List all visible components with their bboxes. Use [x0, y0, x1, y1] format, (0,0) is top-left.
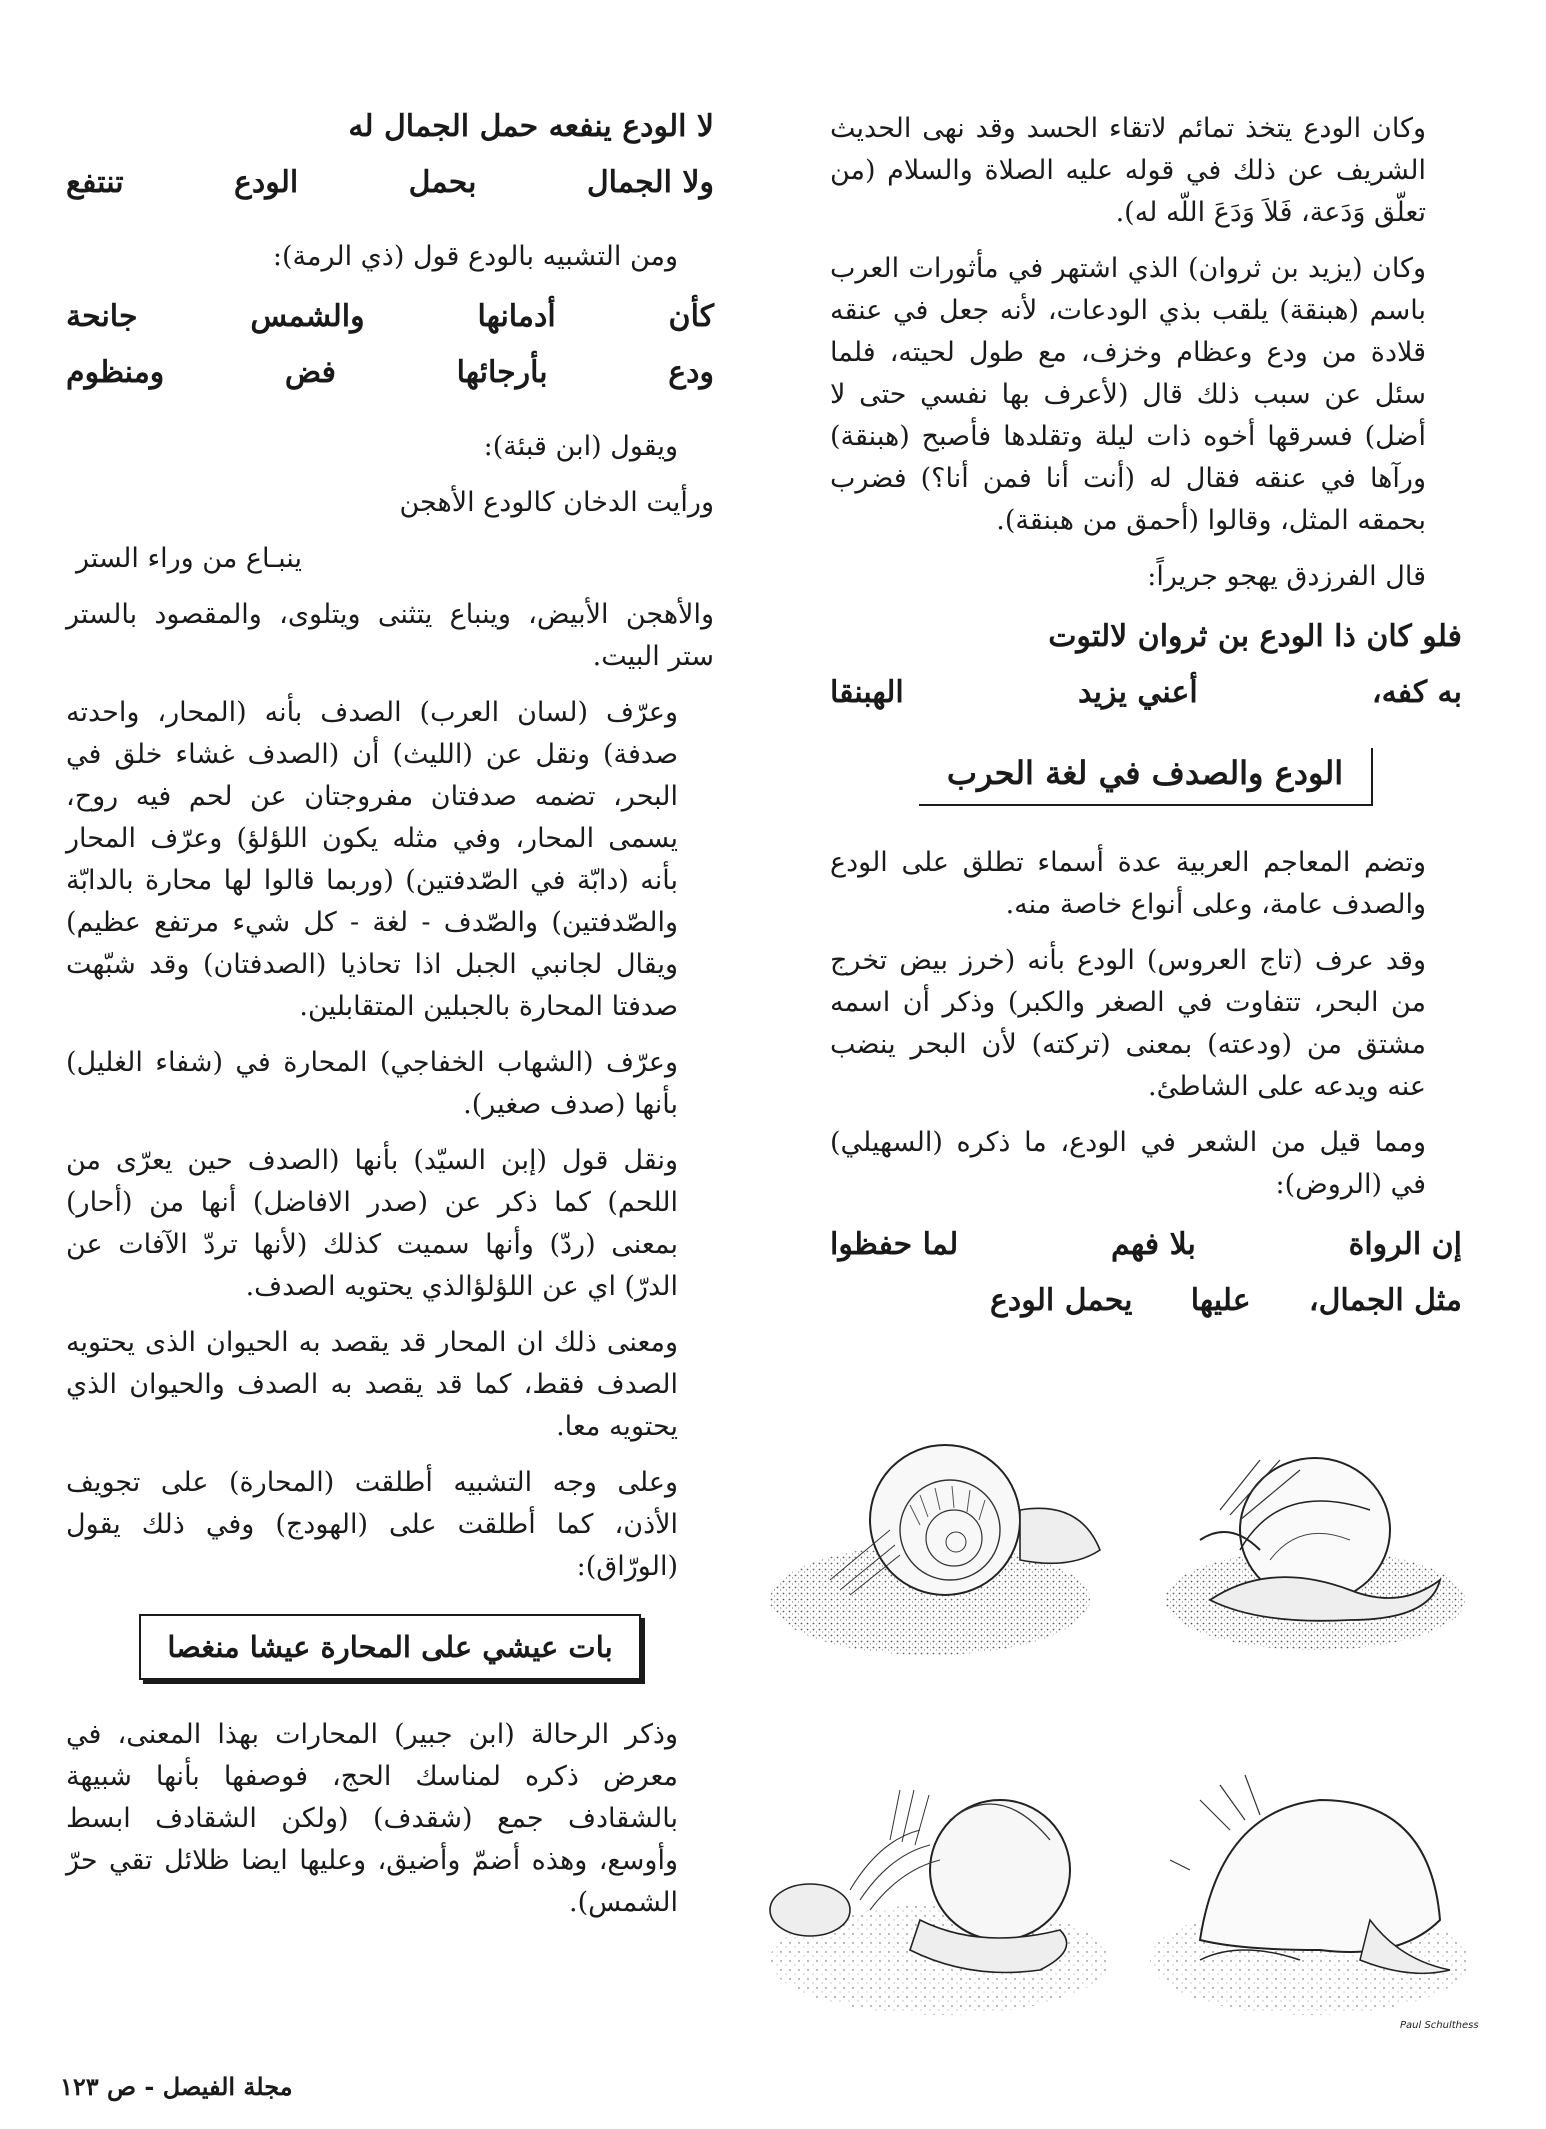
paragraph: ويقول (ابن قبئة): [483, 431, 678, 462]
shell-sketch-3 [1150, 1775, 1470, 2015]
paragraph: ومعنى ذلك ان المحار قد يقصد به الحيوان الذى يحتويه الصدف فقط، كما قد يقصد به الصدف والحيوان الذي يحتويه معا. [66, 1327, 678, 1442]
paragraph: وقد عرف (تاج العروس) الودع بأنه (خرز بيض تخرج من البحر، تتفاوت في الصغر والكبر) وذكر أن اسمه مشتق من (ودعته) بمعنى (تركته) لأن البحر ينضب عنه ويدعه على الشاطئ. [830, 945, 1426, 1102]
paragraph: وعرّف (الشهاب الخفاجي) المحارة في (شفاء الغليل) بأنها (صدف صغير). [66, 1047, 678, 1120]
paragraph: ورأيت الدخان كالودع الأهجن [399, 487, 714, 518]
verse-word: به كفه، [1371, 675, 1462, 710]
paragraph: والأهجن الأبيض، وينباع يتثنى ويتلوى، والمقصود بالستر ستر البيت. [66, 599, 714, 672]
verse-line: لا الودع ينفعه حمل الجمال له [348, 109, 714, 144]
verse-line [66, 158, 714, 208]
right-column [830, 108, 1462, 1332]
shell-sketch-2 [770, 1445, 1100, 1655]
verse-line [830, 1276, 1462, 1326]
verse-word: فض [284, 355, 337, 390]
verse-word: ودع [668, 355, 714, 390]
verse-word: الهبنقا [830, 675, 904, 710]
shell-sketch-1 [1165, 1458, 1465, 1650]
shell-sketch-4 [770, 1790, 1110, 2015]
verse-line [830, 1220, 1462, 1270]
verse-word: ومنظوم [66, 355, 165, 390]
verse-word: ولا الجمال [586, 165, 714, 200]
boxed-verse-wrapper [66, 1614, 714, 1680]
paragraph: ينبـاع من وراء الستر [76, 543, 302, 574]
paragraph: وكان الودع يتخذ تمائم لاتقاء الحسد وقد نهى الحديث الشريف عن ذلك في قوله عليه الصلاة والسلام (من تعلّق وَدَعة، فَلاَ وَدَعَ اللّه له). [830, 113, 1426, 228]
verse-line [830, 668, 1462, 718]
verse-word: عليها [1190, 1283, 1251, 1318]
verse-word: إن الرواة [1348, 1227, 1462, 1262]
verse-line [66, 348, 714, 398]
section-title-text: الودع والصدف في لغة الحرب [919, 748, 1373, 806]
paragraph: ونقل قول (إبن السيّد) بأنها (الصدف حين يعرّى من اللحم) كما ذكر عن (صدر الافاضل) أنها من (أحار) بمعنى (ردّ) وأنها سميت كذلك (لأنها تردّ الآفات عن الدرّ) اي عن اللؤلؤالذي يحتويه الصدف. [66, 1145, 678, 1302]
verse-word: مثل الجمال، [1308, 1283, 1462, 1318]
shell-drawings [770, 1400, 1479, 2040]
paragraph: وكان (يزيد بن ثروان) الذي اشتهر في مأثورات العرب باسم (هبنقة) يلقب بذي الودعات، لأنه جعل في عنقه قلادة من ودع وعظام وخزف، مع طول لحيته، فلما سئل عن سبب ذلك قال (لأعرف بها نفسي حتى لا أضل) فسرقها أخوه ذات ليلة وتقلدها فأصبح (هبنقة) ورآها في عنقه فقال له (أنت أنا فمن أنا؟) فضرب بحمقه المثل، وقالوا (أحمق من هبنقة). [830, 253, 1426, 536]
paragraph: قال الفرزدق يهجو جريراً: [1147, 561, 1426, 592]
paragraph: وعلى وجه التشبيه أطلقت (المحارة) على تجويف الأذن، كما أطلقت على (الهودج) وفي ذلك يقول (الورّاق): [66, 1467, 678, 1582]
boxed-verse: بات عيشي على المحارة عيشا منغصا [139, 1614, 640, 1680]
verse-word: جانحة [66, 299, 138, 334]
left-column [66, 96, 714, 1938]
paragraph: ومما قيل من الشعر في الودع، ما ذكره (السهيلي) في (الروض): [830, 1127, 1426, 1200]
artist-signature: Paul Schulthess [1400, 2020, 1479, 2031]
verse-word: الودع [234, 165, 299, 200]
verse-line: فلو كان ذا الودع بن ثروان لالتوت [1048, 619, 1462, 654]
paragraph: وتضم المعاجم العربية عدة أسماء تطلق على الودع والصدف عامة، وعلى أنواع خاصة منه. [830, 847, 1426, 920]
verse-word: والشمس [250, 299, 365, 334]
paragraph: وعرّف (لسان العرب) الصدف بأنه (المحار، واحدته صدفة) ونقل عن (الليث) أن (الصدف غشاء خلق في البحر، تضمه صدفتان مفروجتان عن لحم فيه روح، يسمى المحار، وفي مثله يكون اللؤلؤ) وعرّف المحار بأنه (دابّة في الصّدفتين) (وربما قالوا لها محارة بالدابّة والصّدفتين) والصّدف - لغة - كل شيء مرتفع عظيم) ويقال لجانبي الجبل اذا تحاذيا (الصدفتان) وقد شبّهت صدفتا المحارة بالجبلين المتقابلين. [66, 697, 678, 1022]
verse-word: أعني يزيد [1077, 675, 1198, 710]
section-title [830, 748, 1462, 806]
verse-word: بأرجائها [456, 355, 548, 390]
paragraph: ومن التشبيه بالودع قول (ذي الرمة): [272, 241, 678, 272]
verse-word: كأن [668, 299, 714, 334]
verse-word: يحمل الودع [990, 1283, 1133, 1318]
verse-word: لما حفظوا [830, 1227, 959, 1262]
shell-illustration [770, 1400, 1479, 2040]
verse-word: بلا فهم [1111, 1227, 1196, 1262]
paragraph: وذكر الرحالة (ابن جبير) المحارات بهذا المعنى، في معرض ذكره لمناسك الحج، فوصفها بأنها شبيهة بالشقادف جمع (شقدف) (ولكن الشقادف ابسط وأوسع، وهذه أضمّ وأضيق، وعليها ايضا ظلائل تقي حرّ الشمس). [66, 1719, 678, 1918]
verse-line [66, 292, 714, 342]
verse-word: بحمل [408, 165, 477, 200]
verse-word: تنتفع [66, 165, 124, 200]
verse-word: أدمانها [477, 299, 556, 334]
page-folio: مجلة الفيصل - ص ١٢٣ [60, 2072, 293, 2101]
